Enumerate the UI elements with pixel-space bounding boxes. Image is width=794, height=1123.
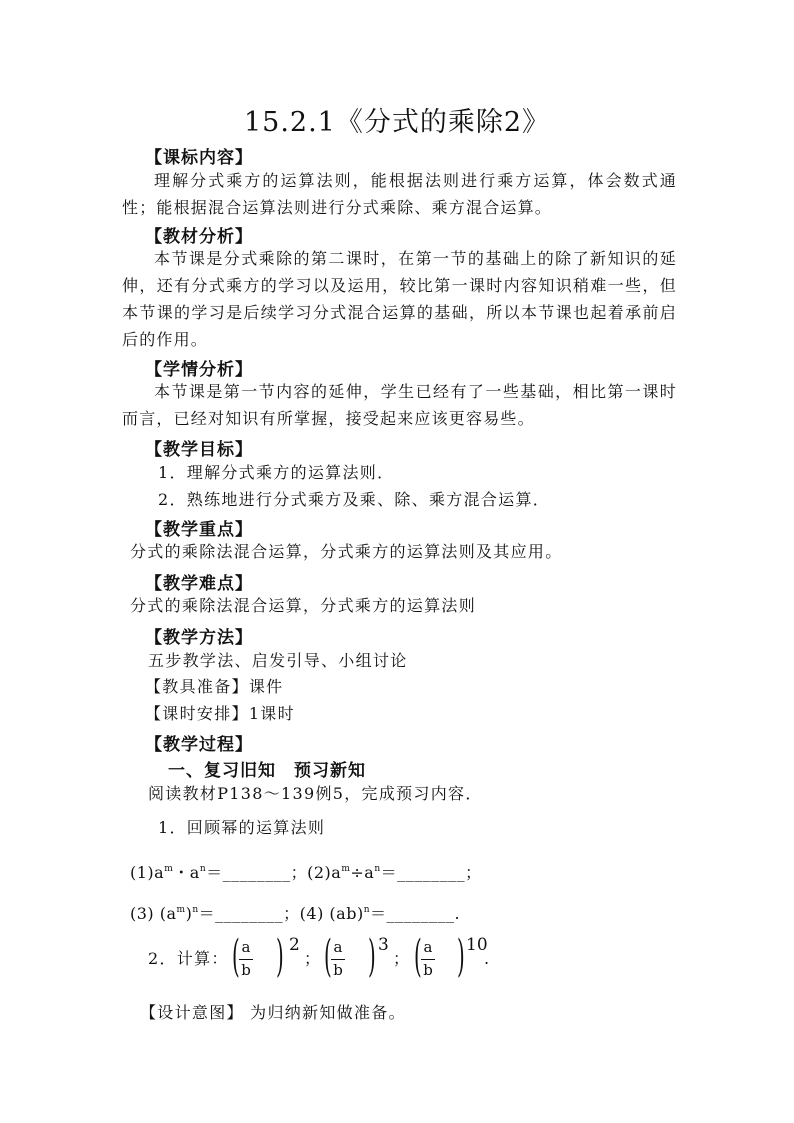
page-title: 15.2.1《分式的乘除2》 xyxy=(243,107,551,138)
heading-jiaocai: 【教材分析】 xyxy=(145,227,253,247)
kebiao-body: 理解分式乘方的运算法则，能根据法则进行乘方运算，体会数式通性；能根据混合运算法则进行分式乘除、乘方混合运算。 xyxy=(122,171,677,217)
heading-zhongdian: 【教学重点】 xyxy=(145,520,253,540)
jiaoju-body: 课件 xyxy=(248,677,284,696)
paren-close-1: ) xyxy=(276,931,284,982)
fraction-1-den: b xyxy=(241,961,251,979)
paren-open-1: ( xyxy=(232,931,240,982)
exp-3: 10 xyxy=(466,935,488,955)
heading-keshi: 【课时安排】 xyxy=(145,704,249,723)
zhongdian-body: 分式的乘除法混合运算，分式乘方的运算法则及其应用。 xyxy=(130,542,563,561)
xueqing-body: 本节课是第一节内容的延伸，学生已经有了一些基础，相比第一课时而言，已经对知识有所掌握，接受起来应该更容易些。 xyxy=(122,382,677,428)
paren-open-3: ( xyxy=(414,931,422,982)
fraction-1-num: a xyxy=(241,938,251,956)
exp-1: 2 xyxy=(289,935,300,955)
fangfa-body: 五步教学法、启发引导、小组讨论 xyxy=(148,651,408,670)
f3-label: (3) xyxy=(130,904,155,923)
fraction-3-den: b xyxy=(423,961,433,979)
keshi-line xyxy=(145,704,295,724)
fraction-1 xyxy=(236,938,256,981)
heading-nandian: 【教学难点】 xyxy=(145,574,253,594)
f1-blank: ________ xyxy=(222,863,291,882)
fraction-3 xyxy=(418,938,438,981)
nandian-body: 分式的乘除法混合运算，分式乘方的运算法则 xyxy=(130,596,477,615)
heading-mubiao: 【教学目标】 xyxy=(145,440,253,460)
heading-fangfa: 【教学方法】 xyxy=(145,628,253,648)
part1-q1: 1．回顾幂的运算法则 xyxy=(158,818,326,837)
formula-line-1: $(1)a^m$・$a^n=\_\_\_\_\_\_\_\_$；$(2)a^m\div a^n=\_\_\_\_\_\_\_\_$； xyxy=(130,863,482,882)
heading-kebiao: 【课标内容】 xyxy=(145,148,253,168)
part1-q2-label: 2．计算： xyxy=(148,949,229,968)
jiaocai-body: 本节课是分式乘除的第二课时，在第一节的基础上的除了新知识的延伸，还有分式乘方的学习以及运用，较比第一课时内容知识稍难一些，但本节课的学习是后续学习分式混合运算的基础，所以本节课也起着承前启后的作用。 xyxy=(122,249,677,349)
fraction-2-num: a xyxy=(333,938,343,956)
mubiao-item-2: 2．熟练地进行分式乘方及乘、除、乘方混合运算． xyxy=(158,490,551,509)
part1-read: 阅读教材P138～139例5，完成预习内容． xyxy=(148,784,483,803)
f3-blank: ________ xyxy=(215,904,284,923)
heading-jiaoju: 【教具准备】 xyxy=(145,677,249,696)
fraction-2-den: b xyxy=(333,961,343,979)
paren-close-2: ) xyxy=(368,931,376,982)
part1-heading: 一、复习旧知 预习新知 xyxy=(168,761,366,781)
design-intent: 【设计意图】 为归纳新知做准备。 xyxy=(140,1003,406,1022)
f1-label: (1) xyxy=(130,863,155,882)
f2-label: ；(2) xyxy=(290,863,332,882)
mubiao-item-1: 1．理解分式乘方的运算法则． xyxy=(158,463,395,482)
sep-3: . xyxy=(484,949,491,968)
sep-2: ； xyxy=(393,949,411,968)
paren-open-2: ( xyxy=(324,931,332,982)
f2-blank: ________ xyxy=(397,863,466,882)
heading-guocheng: 【教学过程】 xyxy=(145,735,253,755)
f4-blank: ________ xyxy=(386,904,455,923)
jiaoju-line xyxy=(145,677,283,697)
keshi-body: 1课时 xyxy=(248,704,295,723)
f4-label: ；(4) xyxy=(283,904,324,923)
fraction-3-num: a xyxy=(423,938,433,956)
exp-2: 3 xyxy=(378,935,389,955)
heading-xueqing: 【学情分析】 xyxy=(145,360,253,380)
fraction-2 xyxy=(328,938,348,981)
formula-line-2: (3) $(a^m)^n=\_\_\_\_\_\_\_\_$；(4) (ab)$^n$＝________. xyxy=(130,904,461,923)
paren-close-3: ) xyxy=(457,931,465,982)
sep-1: ； xyxy=(304,949,322,968)
